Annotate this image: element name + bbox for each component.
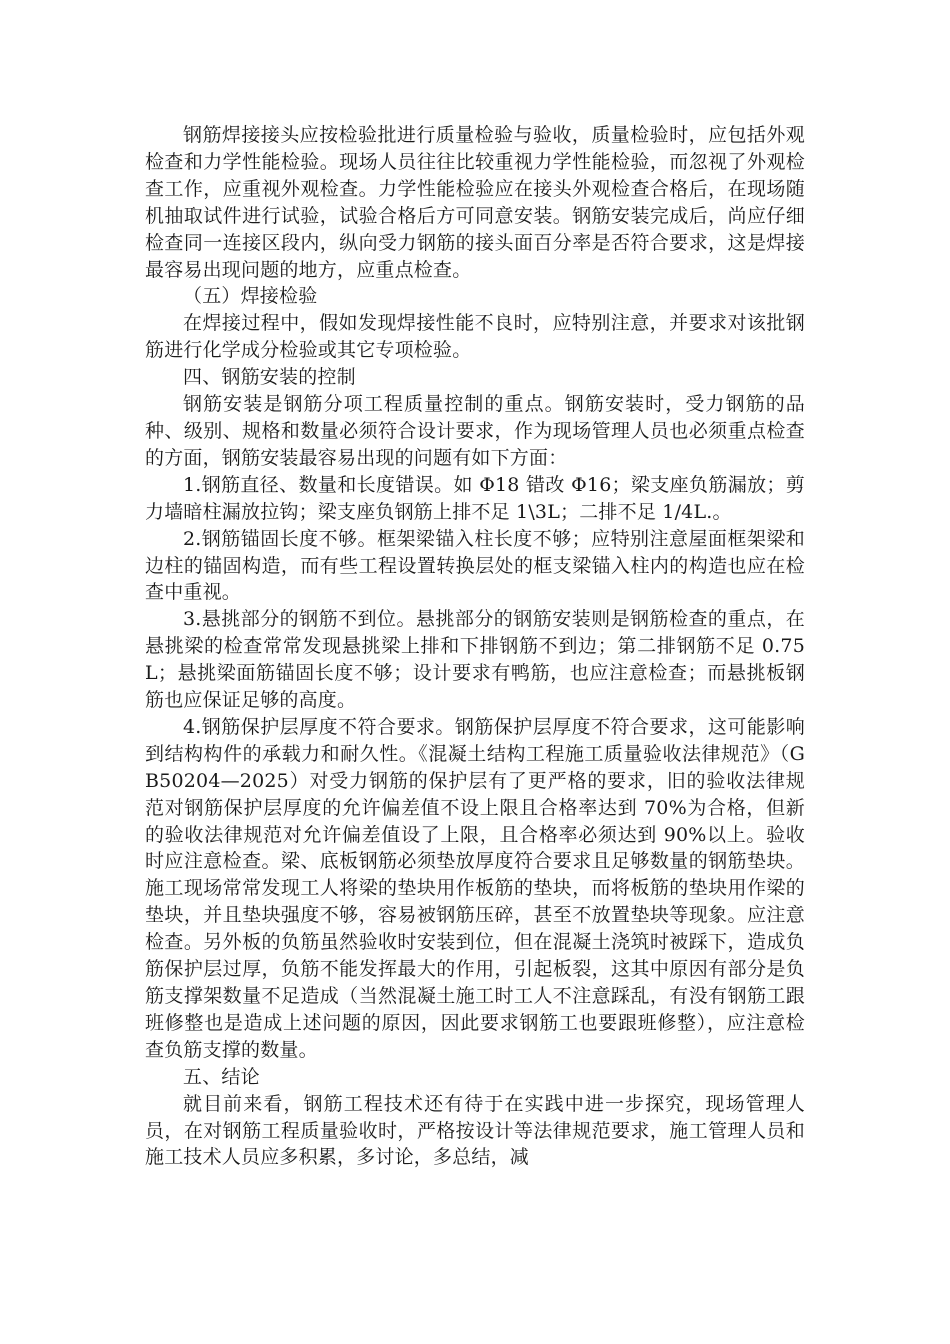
document-body (145, 122, 805, 1171)
list-item-anchorage-length: 2.钢筋锚固长度不够。框架梁锚入柱长度不够；应特别注意屋面框架梁和边柱的锚固构造，而有些工程设置转换层处的框支梁锚入柱内的构造也应在检查中重视。 (145, 527, 805, 604)
section-heading-weld-inspection: （五）焊接检验 (183, 285, 318, 308)
list-item-diameter-quantity-length: 1.钢筋直径、数量和长度错误。如 Φ18 错改 Φ16；梁支座负筋漏放；剪力墙暗柱漏放拉钩；梁支座负钢筋上排不足 1\3L；二排不足 1/4L.。 (145, 473, 805, 523)
paragraph-conclusion: 就目前来看，钢筋工程技术还有待于在实践中进一步探究，现场管理人员，在对钢筋工程质量验收时，严格按设计等法律规范要求，施工管理人员和施工技术人员应多积累，多讨论，多总结，减 (145, 1092, 805, 1169)
paragraph-weld-process: 在焊接过程中，假如发现焊接性能不良时，应特别注意，并要求对该批钢筋进行化学成分检验或其它专项检验。 (145, 312, 805, 362)
section-heading-rebar-installation-control: 四、钢筋安装的控制 (183, 366, 356, 389)
paragraph-weld-inspection-acceptance: 钢筋焊接接头应按检验批进行质量检验与验收，质量检验时，应包括外观检查和力学性能检验。现场人员往往比较重视力学性能检验，而忽视了外观检查工作，应重视外观检查。力学性能检验应在接头外观检查合格后，在现场随机抽取试件进行试验，试验合格后方可同意安装。钢筋安装完成后，尚应仔细检查同一连接区段内，纵向受力钢筋的接头面百分率是否符合要求，这是焊接最容易出现问题的地方，应重点检查。 (145, 124, 805, 281)
paragraph-rebar-installation-intro: 钢筋安装是钢筋分项工程质量控制的重点。钢筋安装时，受力钢筋的品种、级别、规格和数量必须符合设计要求，作为现场管理人员也必须重点检查的方面，钢筋安装最容易出现的问题有如下方面： (145, 393, 805, 469)
list-item-cover-thickness: 4.钢筋保护层厚度不符合要求。钢筋保护层厚度不符合要求，这可能影响到结构构件的承载力和耐久性。《混凝土结构工程施工质量验收法律规范》（GB50204—2025）对受力钢筋的保护层有了更严格的要求，旧的验收法律规范对钢筋保护层厚度的允许偏差值不设上限且合格率达到 70%为合格，但新的验收法律规范对允许偏差值设了上限，且合格率必须达到 90%以上。验收时应注意检查。梁、底板钢筋必须垫放厚度符合要求且足够数量的钢筋垫块。施工现场常常发现工人将梁的垫块用作板筋的垫块，而将板筋的垫块用作梁的垫块，并且垫块强度不够，容易被钢筋压碎，甚至不放置垫块等现象。应注意检查。另外板的负筋虽然验收时安装到位，但在混凝土浇筑时被踩下，造成负筋保护层过厚，负筋不能发挥最大的作用，引起板裂，这其中原因有部分是负筋支撑架数量不足造成（当然混凝土施工时工人不注意踩乱，有没有钢筋工跟班修整也是造成上述问题的原因，因此要求钢筋工也要跟班修整），应注意检查负筋支撑的数量。 (145, 715, 805, 1061)
section-heading-conclusion: 五、结论 (183, 1065, 260, 1088)
list-item-cantilever-rebar: 3.悬挑部分的钢筋不到位。悬挑部分的钢筋安装则是钢筋检查的重点，在悬挑梁的检查常常发现悬挑梁上排和下排钢筋不到边；第二排钢筋不足 0.75L；悬挑梁面筋锚固长度不够；设计要求有鸭筋，也应注意检查；而悬挑板钢筋也应保证足够的高度。 (145, 608, 805, 712)
